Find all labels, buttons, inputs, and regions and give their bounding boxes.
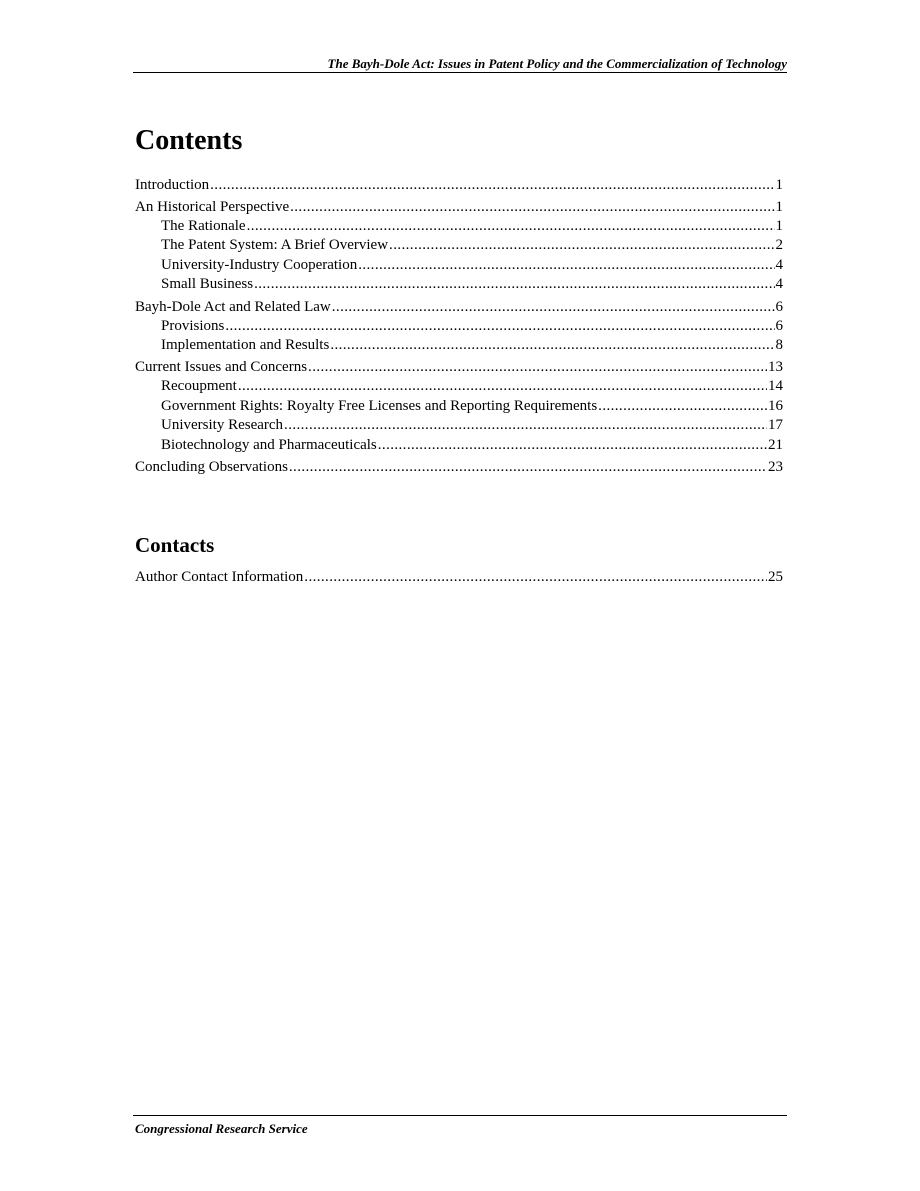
toc-entry-label: Introduction <box>135 177 210 193</box>
toc-entry-label: University Research <box>161 417 284 434</box>
toc-entry-label: Government Rights: Royalty Free Licenses and Reporting Requirements <box>161 397 598 414</box>
dot-leader <box>598 397 767 416</box>
toc-entry-page: 21 <box>768 436 783 453</box>
dot-leader <box>308 358 767 377</box>
toc-entry-page: 25 <box>768 569 783 585</box>
toc-entry-label: Provisions <box>161 317 225 334</box>
toc-entry-label: Biotechnology and Pharmaceuticals <box>161 436 377 453</box>
dot-leader <box>378 436 767 455</box>
toc-entry-page: 13 <box>768 359 783 376</box>
toc-entry-page: 17 <box>768 417 783 434</box>
dot-leader <box>330 336 774 355</box>
toc-entry-page: 1 <box>775 199 783 215</box>
contacts-heading: Contacts <box>135 533 215 557</box>
toc-entry-small-business[interactable] <box>135 275 783 294</box>
toc-entry-page: 6 <box>775 317 783 334</box>
toc-entry-current-issues[interactable] <box>135 358 783 377</box>
dot-leader <box>389 236 774 255</box>
toc-entry-page: 4 <box>775 256 783 273</box>
toc-entry-page: 1 <box>775 218 783 234</box>
toc-entry-page: 4 <box>775 276 783 293</box>
toc-entry-page: 14 <box>768 378 783 395</box>
toc-entry-label: University-Industry Cooperation <box>161 256 358 273</box>
dot-leader <box>254 275 774 294</box>
dot-leader <box>332 298 775 317</box>
toc-entry-page: 6 <box>775 298 783 315</box>
dot-leader <box>290 198 774 217</box>
dot-leader <box>289 458 767 477</box>
toc-entry-page: 23 <box>768 458 783 475</box>
contents-heading: Contents <box>135 125 243 156</box>
toc-entry-patent-system[interactable] <box>135 236 783 255</box>
dot-leader <box>304 568 767 587</box>
toc-entry-label: Implementation and Results <box>161 336 330 353</box>
toc-entry-university-industry[interactable] <box>135 256 783 275</box>
toc-entry-recoupment[interactable] <box>135 377 783 396</box>
dot-leader <box>247 217 775 236</box>
dot-leader <box>238 377 767 396</box>
dot-leader <box>225 317 774 336</box>
footer-rule <box>133 1115 787 1116</box>
toc-entry-author-contact[interactable] <box>135 568 783 587</box>
header-rule <box>133 72 787 73</box>
toc-entry-government-rights[interactable] <box>135 397 783 416</box>
toc-entry-label: Small Business <box>161 276 254 293</box>
toc-entry-biotechnology[interactable] <box>135 436 783 455</box>
toc-entry-historical-perspective[interactable] <box>135 198 783 217</box>
toc-entry-label: The Patent System: A Brief Overview <box>161 237 389 254</box>
contacts-list <box>135 568 783 587</box>
running-footer: Congressional Research Service <box>135 1121 308 1136</box>
toc-entry-implementation[interactable] <box>135 336 783 355</box>
dot-leader <box>358 256 774 275</box>
toc-entry-label: Author Contact Information <box>135 569 304 585</box>
toc-entry-provisions[interactable] <box>135 317 783 336</box>
toc-entry-rationale[interactable] <box>135 217 783 236</box>
running-header: The Bayh-Dole Act: Issues in Patent Policy and the Commercialization of Technology <box>327 56 787 71</box>
toc-entry-page: 2 <box>775 237 783 254</box>
toc-entry-page: 8 <box>775 336 783 353</box>
toc-entry-page: 16 <box>768 397 783 414</box>
toc-entry-label: Concluding Observations <box>135 458 288 475</box>
toc-entry-label: The Rationale <box>161 218 246 234</box>
toc-entry-label: Current Issues and Concerns <box>135 359 308 376</box>
toc-entry-introduction[interactable] <box>135 176 783 195</box>
toc-entry-label: Bayh-Dole Act and Related Law <box>135 298 331 315</box>
toc-entry-university-research[interactable] <box>135 416 783 435</box>
toc-entry-concluding-observations[interactable] <box>135 458 783 477</box>
contents-list <box>135 176 783 477</box>
dot-leader <box>284 416 767 435</box>
toc-entry-page: 1 <box>775 177 783 193</box>
toc-entry-label: Recoupment <box>161 378 237 395</box>
dot-leader <box>210 176 774 195</box>
toc-entry-label: An Historical Perspective <box>135 199 290 215</box>
toc-entry-bayh-dole-act[interactable] <box>135 298 783 317</box>
